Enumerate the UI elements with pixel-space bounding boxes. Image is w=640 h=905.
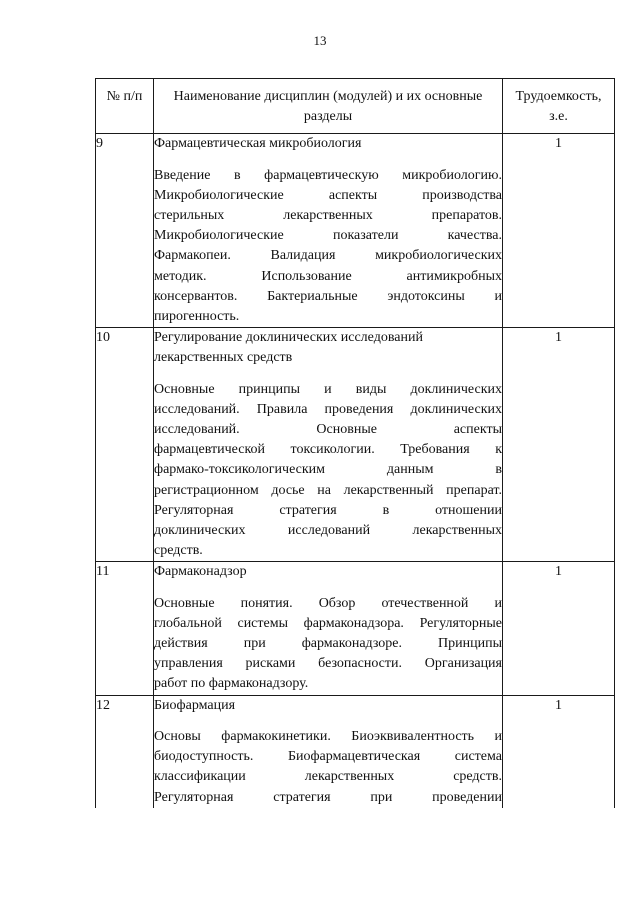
row-number: 12 — [96, 695, 154, 808]
discipline-cell — [154, 328, 503, 562]
discipline-title-line: Биофармация — [154, 697, 236, 713]
description-line: Микробиологические аспекты производства — [154, 187, 502, 203]
description-line: биодоступность. Биофармацевтическая система — [154, 749, 502, 765]
description-line: Фармакопеи. Валидация микробиологических — [154, 248, 502, 264]
description-line: пирогенность. — [154, 309, 240, 325]
description-line: исследований. Основные аспекты — [154, 422, 502, 438]
description-line: доклинических исследований лекарственных — [154, 523, 502, 539]
discipline-cell — [154, 695, 503, 808]
description-line: Регуляторная стратегия при проведении — [154, 789, 502, 805]
description-line: действия при фармаконадзоре. Принципы — [154, 636, 502, 652]
discipline-title — [154, 696, 502, 716]
discipline-description — [154, 594, 502, 695]
description-line: фармако-токсикологическим данным в — [154, 462, 502, 478]
description-line: управления рисками безопасности. Организация — [154, 656, 502, 672]
header-name — [154, 79, 503, 134]
description-line: глобальной системы фармаконадзора. Регуляторные — [154, 615, 502, 631]
credits-value: 1 — [503, 562, 615, 695]
discipline-title — [154, 134, 502, 154]
table-row — [96, 134, 615, 328]
description-line: фармацевтической токсикологии. Требования к — [154, 442, 502, 458]
credits-value: 1 — [503, 134, 615, 328]
discipline-cell — [154, 562, 503, 695]
header-name-line-2: разделы — [303, 109, 353, 125]
discipline-title-line: Регулирование доклинических исследований — [154, 330, 423, 346]
header-credits — [503, 79, 615, 134]
description-line: классификации лекарственных средств. — [154, 769, 502, 785]
row-number: 10 — [96, 328, 154, 562]
credits-value: 1 — [503, 328, 615, 562]
table-row — [96, 562, 615, 695]
discipline-title — [154, 562, 502, 582]
description-line: Введение в фармацевтическую микробиологию. — [154, 167, 502, 183]
page-number: 13 — [313, 33, 327, 48]
table-row — [96, 328, 615, 562]
discipline-description — [154, 380, 502, 562]
discipline-description — [154, 166, 502, 328]
curriculum-table — [95, 78, 615, 808]
description-line: работ по фармаконадзору. — [154, 676, 309, 692]
header-number-label: № п/п — [106, 89, 143, 104]
description-line: стерильных лекарственных препаратов. — [154, 208, 502, 224]
header-credits-line-2: з.е. — [549, 109, 568, 125]
discipline-title-line: лекарственных средств — [154, 350, 293, 366]
header-number — [96, 79, 154, 134]
credits-value: 1 — [503, 695, 615, 808]
description-line: средств. — [154, 543, 203, 559]
description-line: исследований. Правила проведения доклинических — [154, 401, 502, 417]
discipline-title — [154, 328, 502, 368]
header-credits-line-1: Трудоемкость, — [515, 89, 602, 104]
row-number: 11 — [96, 562, 154, 695]
discipline-cell — [154, 134, 503, 328]
table-header-row — [96, 79, 615, 134]
description-line: Микробиологические показатели качества. — [154, 228, 502, 244]
discipline-description — [154, 727, 502, 808]
description-line: Основы фармакокинетики. Биоэквивалентность и — [154, 728, 502, 744]
description-line: Основные принципы и виды доклинических — [154, 381, 502, 397]
discipline-title-line: Фармацевтическая микробиология — [154, 136, 362, 152]
description-line: Основные понятия. Обзор отечественной и — [154, 595, 502, 611]
header-name-line-1: Наименование дисциплин (модулей) и их основные — [173, 89, 483, 104]
description-line: консервантов. Бактериальные эндотоксины и — [154, 288, 502, 304]
description-line: регистрационном досье на лекарственный препарат. — [154, 482, 502, 498]
row-number: 9 — [96, 134, 154, 328]
description-line: Регуляторная стратегия в отношении — [154, 502, 502, 518]
description-line: методик. Использование антимикробных — [154, 268, 502, 284]
discipline-title-line: Фармаконадзор — [154, 564, 247, 580]
table-row — [96, 695, 615, 808]
